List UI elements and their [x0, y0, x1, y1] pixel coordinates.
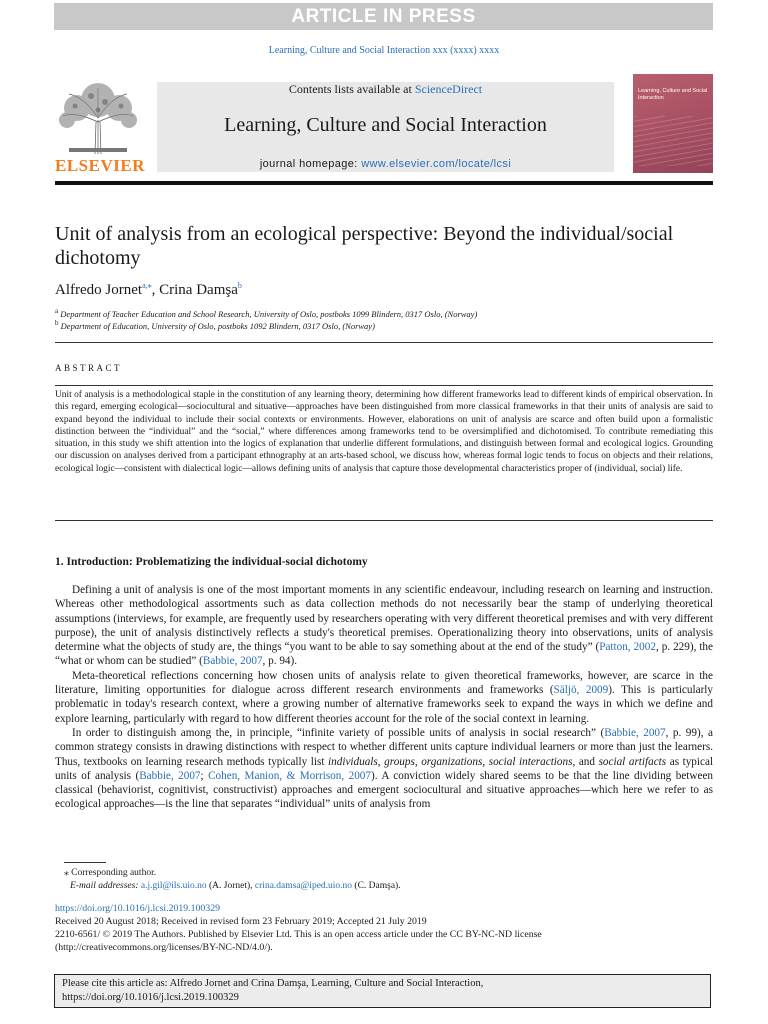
citation-box — [54, 974, 711, 1008]
divider — [55, 342, 713, 343]
divider — [55, 520, 713, 521]
citation-link[interactable]: Cohen, Manion, & Morrison, 2007 — [208, 769, 371, 782]
citation-link[interactable]: Babbie, 2007 — [139, 769, 201, 782]
paragraph — [55, 583, 713, 669]
license-url[interactable]: (http://creativecommons.org/licenses/BY-NC-ND/4.0/). — [55, 942, 273, 953]
email-owner: (A. Jornet), — [206, 881, 255, 891]
homepage-prefix: journal homepage: — [259, 158, 362, 170]
author-affiliation-marks[interactable]: a,⁎ — [142, 281, 152, 290]
text-run: , and — [572, 755, 599, 768]
article-title: Unit of analysis from an ecological perspective: Beyond the individual/social dichotomy — [55, 223, 674, 269]
elsevier-logo — [55, 82, 145, 176]
emphasis: social artifacts — [598, 755, 667, 768]
citation-link[interactable]: Babbie, 2007 — [202, 655, 263, 668]
affiliation — [55, 307, 477, 319]
cover-title: Learning, Culture and Social Interaction — [638, 88, 708, 101]
author-list — [55, 281, 242, 299]
email-addresses — [70, 880, 401, 892]
text-run: , — [377, 755, 385, 768]
text-run: ). A conviction widely shared seems to be that the line dividing between classical (behaviorist, cognitivist, constructivist) approaches and emergent sociocultural and situative approaches—which here we refer to as ecological approaches—is the line that separates “individual” units of analysis from — [55, 769, 713, 811]
abstract-heading: ABSTRACT — [55, 363, 123, 373]
body-text — [55, 583, 713, 812]
email-link[interactable]: a.j.gil@ils.uio.no — [140, 881, 207, 891]
author-separator: , — [151, 282, 160, 298]
email-label: E-mail addresses: — [70, 881, 141, 891]
text-run: ; — [200, 769, 209, 782]
text-run: as typical units of analysis ( — [55, 755, 714, 782]
license-text: 2210-6561/ © 2019 The Authors. Published by Elsevier Ltd. This is an open access article under the CC BY-NC-ND license — [55, 929, 542, 940]
affiliation — [55, 319, 375, 331]
affiliation-text: Department of Teacher Education and School Research, University of Oslo, postboks 1099 Blindern, 0317 Oslo, (Norway) — [60, 308, 478, 319]
paragraph — [55, 726, 713, 812]
abstract-text: Unit of analysis is a methodological staple in the constitution of any learning theory, determining how different frameworks lead to different kinds of empirical observation. In this regard, emerging ecological—sociocultural and situative—approaches have been distinguished from more classical frameworks in that their units of analysis are said to expand beyond the individual to include their social contexts or environments. However, elaborations on unit of analysis are scarce and often build upon a formalistic distinction between the “individual” and the “social,” where differences among frameworks tend to be oversimplified and dichotomised. To contribute remediating this situation, in this study we shift attention into the logics of explanation that underlie different formulations, and distinguish between formal and ecological logics. Grounding our discussion on analyses derived from a participant ethnography at an arts-based school, we discuss how, whereas formal logic tends to focus on objects and their relations, ecological logic—consistent with dialectical logic—allows defining units of analysis that capture those developmental characteristics proper of (individual, social) life. — [55, 390, 713, 474]
received-dates: Received 20 August 2018; Received in revised form 23 February 2019; Accepted 21 July 2019 — [55, 916, 427, 927]
emphasis: organizations — [421, 755, 483, 768]
text-run: , p. 99), a common strategy consists in drawing distinctions with respect to whether different units capture individual learners or more than just the learners. Thus, textbooks on learning research methods typically list — [55, 726, 713, 768]
email-link[interactable]: crina.damsa@iped.uio.no — [254, 881, 353, 891]
footnote-divider — [64, 862, 106, 863]
author-name[interactable]: Alfredo Jornet — [55, 282, 143, 298]
affiliation-mark: b — [55, 319, 59, 327]
journal-homepage-link[interactable]: www.elsevier.com/locate/lcsi — [361, 158, 512, 170]
paragraph — [55, 669, 713, 726]
text-run: , — [414, 755, 422, 768]
citation-link[interactable]: Patton, 2002 — [599, 641, 656, 654]
citation-text: Please cite this article as: Alfredo Jornet and Crina Damşa, Learning, Culture and Social Interaction, — [62, 978, 484, 989]
section-heading: 1. Introduction: Problematizing the individual-social dichotomy — [55, 556, 368, 568]
divider — [55, 385, 713, 386]
journal-title: Learning, Culture and Social Interaction — [224, 114, 547, 136]
emphasis: groups — [384, 755, 415, 768]
affiliation-text: Department of Education, University of Oslo, postboks 1092 Blindern, 0317 Oslo, (Norway) — [60, 320, 375, 331]
sciencedirect-link[interactable]: ScienceDirect — [414, 82, 483, 96]
contents-line — [157, 82, 614, 97]
text-run: , p. 94). — [262, 655, 298, 668]
emphasis: social interactions — [488, 755, 573, 768]
homepage-line — [157, 158, 614, 170]
text-run: In order to distinguish among the, in principle, “infinite variety of possible units of analysis in social research” ( — [72, 726, 605, 739]
author-name[interactable]: Crina Damşa — [159, 282, 238, 298]
affiliation-mark: a — [55, 307, 59, 315]
journal-cover-image[interactable] — [633, 74, 713, 173]
journal-citation-link[interactable]: Learning, Culture and Social Interaction xxx (xxxx) xxxx — [268, 45, 500, 56]
cover-pattern — [633, 116, 713, 166]
doi-link[interactable]: https://doi.org/10.1016/j.lcsi.2019.100329 — [55, 903, 221, 914]
elsevier-wordmark: ELSEVIER — [55, 156, 145, 175]
citation-link[interactable]: Säljö, 2009 — [553, 684, 609, 697]
email-owner: (C. Damşa). — [352, 881, 401, 891]
citation-link[interactable]: Babbie, 2007 — [604, 726, 666, 739]
elsevier-tree-icon — [55, 82, 141, 156]
citation-doi[interactable]: https://doi.org/10.1016/j.lcsi.2019.100329 — [62, 991, 239, 1003]
corresponding-author-note: ⁎ Corresponding author. — [64, 868, 157, 878]
emphasis: individuals — [328, 755, 378, 768]
text-run: , p. 229), the “what or whom can be studied” ( — [55, 641, 713, 668]
contents-prefix: Contents lists available at — [288, 82, 415, 96]
text-run: Defining a unit of analysis is one of the most important moments in any scientific endeavour, including research on learning and instruction. Whereas other methodological assortments such as data collection methods do not necessarily bear the stamp of underlying theoretical assumptions (interviews, for example, are frequently used by researchers operating with very different theoretical premises and with very different purpose), the unit of analysis distinctively reflects a study's theoretical premises. Operationalizing theory into observations, units of analysis determine what the objects of study are, the things “you want to be able to say something about at the end of the study” ( — [55, 584, 713, 654]
text-run: Meta-theoretical reflections concerning how chosen units of analysis relate to given theoretical frameworks, however, are scarce in the literature, limiting opportunities for dialogue across different research environments and frameworks ( — [55, 669, 713, 697]
author-affiliation-marks[interactable]: b — [237, 281, 242, 290]
header-divider — [55, 181, 713, 185]
article-in-press-banner: ARTICLE IN PRESS — [54, 3, 713, 30]
text-run: , — [482, 755, 489, 768]
journal-header — [157, 82, 614, 172]
text-run: ). This is particularly problematic in today's research context, where a growing number of alternative frameworks seek to expand the ways in which we define and explore learning, particularly with regard to how different theories account for the role of the social context in learning. — [55, 684, 713, 725]
